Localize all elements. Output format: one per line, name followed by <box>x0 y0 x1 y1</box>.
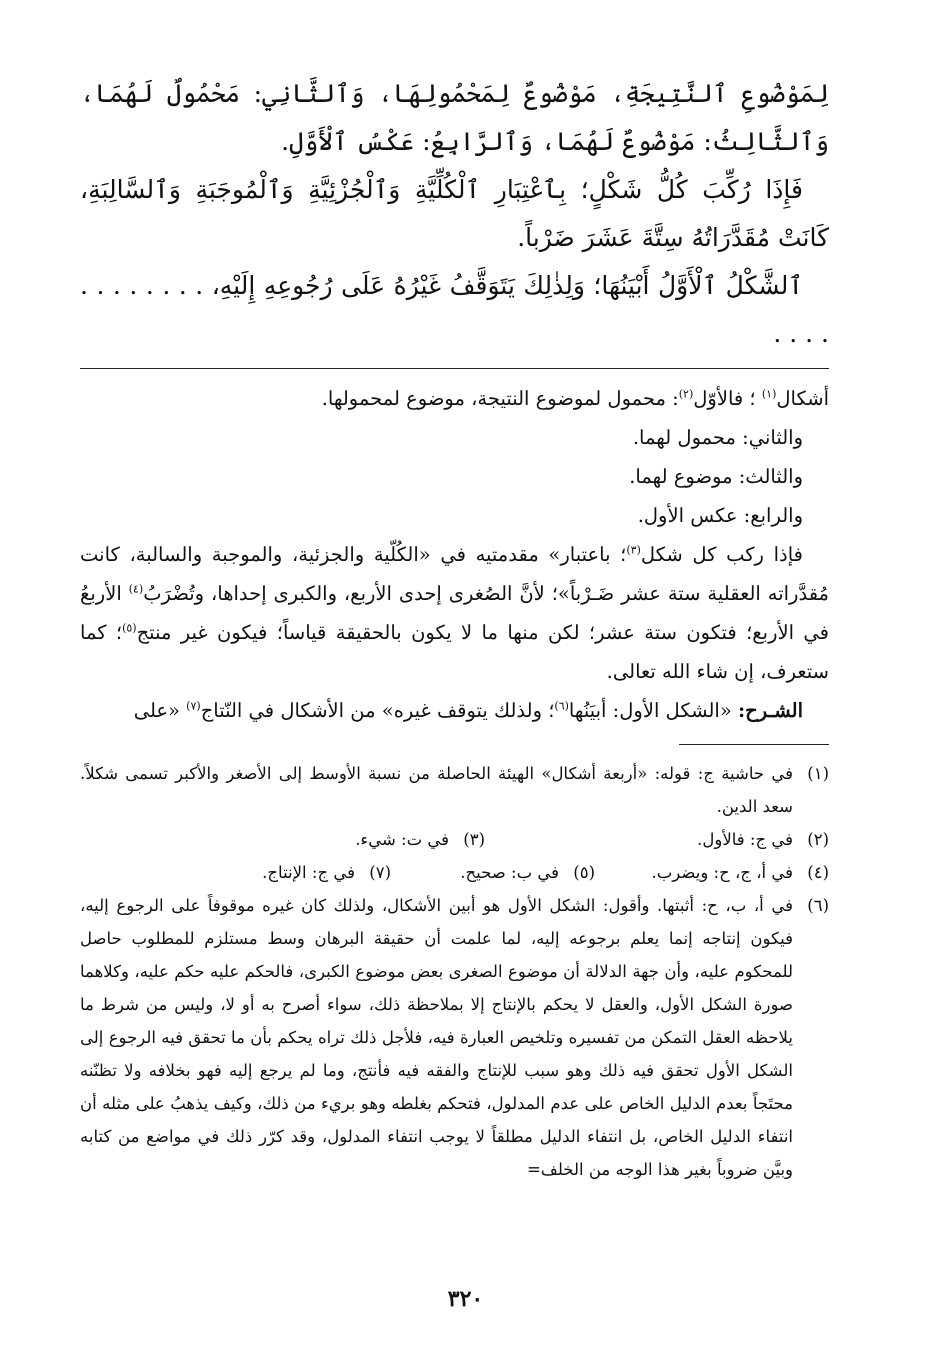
sharh-label: الشـرح: <box>737 699 803 722</box>
footnote-text: في ت: شيء. <box>355 830 449 849</box>
sharh-text-segment: الأربعُ في الأربع؛ فتكون ستة عشر؛ لكن منها ما لا يكون بالحقيقة قياساً؛ فيكون غير منتج <box>80 582 829 644</box>
footnote-number: (٧) <box>369 863 391 882</box>
matn-divider <box>80 368 829 369</box>
footnote-divider <box>679 744 829 745</box>
sharh-text-segment: «على <box>133 699 187 722</box>
sharh-line-3: والثالث: موضوع لهما. <box>629 465 803 488</box>
footnote-text: في أ، ب، ح: أثبتها. وأقول: الشكل الأول هو أبين الأشكال، ولذلك كان غيره موقوفاً على الرجوع إليه، فيكون إنتاجه إنما يعلم برجوعه إليه، لما علمت أن حقيقة البرهان وسط مستلزم للمطلوب حاصل للمحكوم عليه، وأن جهة الدلالة أن موضوع الصغرى بعض موضوع الكبرى، فالحكم عليه حكم عليه، وكلاهما صورة الشكل الأول، والعقل لا يحكم بالإنتاج إلا بملاحظة ذلك، سواء أصرح به أو لا، وليس من شرط ما يلاحظه العقل التمكن من تفسيره وتلخيص العبارة فيه، فلأجل ذلك تراه يحكم بأن ما تحقق فيه الرجوع إلى الشكل الأول تحقق فيه ذلك وهو سبب للإنتاج والفقه فيه فأنتج، وما لم يرجع إليه فهو بخلافه ولا تظنّنه محتَجاً بعدم الدليل الخاص على عدم المدلول، فتحكم بغلطه وهو بريء من ذلك، وكيف يذهبُ على مثله أن انتفاء الدليل الخاص، بل انتفاء الدليل مطلقاً لا يوجب انتفاء المدلول، وقد كرّر ذلك في مواضع من كتابه وبيَّن ضروباً بغير هذا الوجه من الخلف= <box>80 896 793 1179</box>
footnote-ref-3[interactable]: (٣) <box>626 543 641 557</box>
footnote-number: (٤) <box>807 863 829 882</box>
page-number: ٣٢٠ <box>447 1286 484 1312</box>
footnote-ref-4[interactable]: (٤) <box>128 582 144 596</box>
footnote-number: (١) <box>807 764 829 783</box>
footnotes <box>80 757 829 1186</box>
footnote-ref-6[interactable]: (٦) <box>554 699 569 713</box>
footnote-number: (٦) <box>807 896 829 915</box>
footnote-row-4-5-7 <box>80 856 829 889</box>
footnote-text: في ج: فالأول. <box>697 830 793 849</box>
sharh-line-2: والثاني: محمول لهما. <box>632 426 803 449</box>
footnote-text: في حاشية ج: قوله: «أربعة أشكال» الهيئة الحاصلة من نسبة الأوسط إلى الأصغر والأكبر تسمى شكلاً. سعد الدين. <box>80 764 793 816</box>
footnote-6 <box>80 889 829 1186</box>
footnote-text: في ج: الإنتاج. <box>262 863 355 882</box>
matn-paragraph-2: فَإِذَا رُكِّبَ كُلُّ شَكْلٍ؛ بِٱعْتِبَارِ ٱلْكُلِّيَّةِ وَٱلْجُزْئِيَّةِ وَٱلْمُوجَبَةِ وَٱلسَّالِبَةِ، كَانَتْ مُقَدَّرَاتُهُ سِتَّةَ عَشَرَ ضَرْباً. <box>80 175 829 252</box>
sharh-text-segment: ؛ باعتبار» مقدمتيه في «الكُلّية والجزئية، والموجبة والسالبة، كانت مُقدَّراته العقلية ستة عشر ضَـرْباً»؛ لأنَّ الصُغرى إحدى الأربع، والكبرى إحداها، وتُضْرَبُ <box>80 543 830 605</box>
sharh-text-segment: : محمول لموضوع النتيجة، موضوع لمحمولها. <box>321 387 679 410</box>
footnote-row-2-3 <box>80 823 829 856</box>
sharh-text <box>80 379 829 730</box>
footnote-text: في ب: صحيح. <box>460 863 559 882</box>
sharh-paragraph-6 <box>80 691 829 730</box>
footnote-number: (٣) <box>463 830 485 849</box>
sharh-text-segment: ؛ فالأوّل <box>693 387 756 410</box>
footnote-number: (٥) <box>573 863 595 882</box>
page-body <box>80 70 829 1186</box>
sharh-text-segment: «الشكل الأول: أبيَنُها <box>568 699 738 722</box>
footnote-ref-5[interactable]: (٥) <box>122 621 137 635</box>
footnote-text: في أ، ج، ح: ويضرب. <box>651 863 793 882</box>
sharh-line-4: والرابع: عكس الأول. <box>637 504 803 527</box>
sharh-text-segment: ؛ ولذلك يتوقف غيره» من الأشكال في النّتاج <box>200 699 555 722</box>
sharh-paragraph-5 <box>80 535 829 691</box>
matn-paragraph-3: ٱلشَّكْلُ ٱلْأَوَّلُ أَبْيَنُهَا؛ وَلِذٰلِكَ يَتَوَقَّفُ غَيْرُهُ عَلَى رُجُوعِهِ إِلَيْهِ، . . . . . . . . . . . . <box>80 271 829 348</box>
footnote-ref-1[interactable]: (١) <box>761 387 777 401</box>
matn-paragraph-1: لِمَوْضُوعِ ٱلنَّتِيجَةِ، مَوْضُوعٌ لِمَحْمُولِهَا، وَٱلثَّانِي: مَحْمُولٌ لَهُمَا، وَٱلثَّالِثُ: مَوْضُوعٌ لَهُمَا، وَٱلرَّابِعُ: عَكْسُ ٱلْأَوَّلِ. <box>80 79 829 156</box>
footnote-ref-2[interactable]: (٢) <box>678 387 694 401</box>
sharh-text-segment: أشكال <box>776 387 829 410</box>
matn-text <box>80 70 829 358</box>
footnote-1 <box>80 757 829 823</box>
sharh-text-segment: ؛ كما ستعرف، إن شاء الله تعالى. <box>80 621 829 683</box>
sharh-line-1 <box>80 379 829 418</box>
footnote-number: (٢) <box>807 830 829 849</box>
footnote-ref-7[interactable]: (٧) <box>186 699 201 713</box>
sharh-text-segment: فإذا ركب كل شكل <box>640 543 803 566</box>
